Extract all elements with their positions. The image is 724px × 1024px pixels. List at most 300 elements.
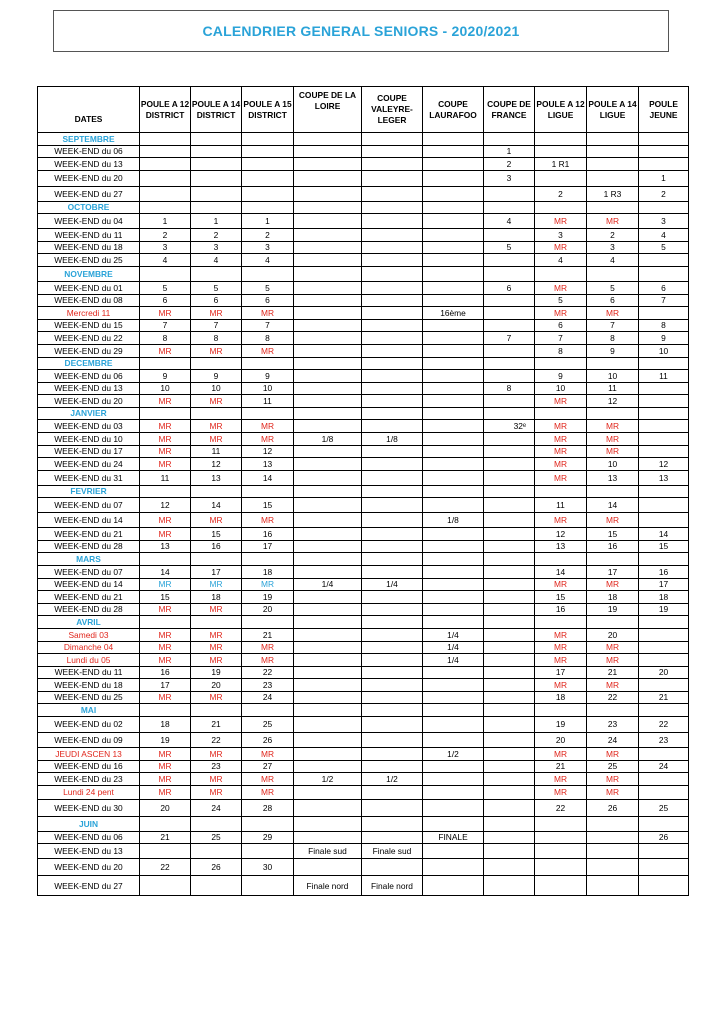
- header-row: [38, 87, 689, 133]
- column-header: COUPE VALEYRE-LEGER: [362, 87, 423, 133]
- table-row: [38, 603, 689, 616]
- table-cell: [362, 733, 423, 748]
- table-cell: [484, 407, 535, 420]
- table-cell: [294, 420, 362, 433]
- table-cell: [362, 420, 423, 433]
- table-cell: [484, 553, 535, 566]
- table-cell: 1/2: [423, 748, 484, 761]
- table-row: [38, 214, 689, 229]
- table-cell: 10: [639, 344, 689, 357]
- table-cell: 11: [639, 370, 689, 383]
- table-cell: [535, 357, 587, 370]
- table-cell: 26: [191, 859, 242, 876]
- table-cell: [140, 844, 191, 859]
- table-cell: 4: [587, 254, 639, 267]
- month-row: [38, 485, 689, 498]
- table-cell: [294, 170, 362, 186]
- table-cell: [423, 294, 484, 307]
- table-cell: 6: [484, 281, 535, 294]
- table-cell: [535, 553, 587, 566]
- table-cell: MR: [587, 785, 639, 799]
- table-cell: [587, 145, 639, 158]
- column-header: COUPE DE LA LOIRE: [294, 87, 362, 133]
- table-cell: MR: [587, 214, 639, 229]
- date-cell: WEEK-END du 11: [38, 666, 140, 679]
- table-cell: 3: [140, 241, 191, 254]
- table-cell: [484, 717, 535, 733]
- table-cell: MR: [535, 458, 587, 471]
- table-cell: [140, 553, 191, 566]
- date-cell: Samedi 03: [38, 628, 140, 641]
- table-row: [38, 254, 689, 267]
- table-cell: [191, 844, 242, 859]
- table-row: [38, 666, 689, 679]
- table-row: [38, 458, 689, 471]
- month-label: SEPTEMBRE: [38, 133, 140, 146]
- table-cell: [423, 382, 484, 395]
- table-cell: 18: [191, 591, 242, 604]
- table-cell: [362, 760, 423, 773]
- table-cell: [294, 229, 362, 242]
- table-cell: MR: [535, 445, 587, 458]
- table-cell: [639, 485, 689, 498]
- table-cell: [362, 717, 423, 733]
- column-header: POULE A 12 DISTRICT: [140, 87, 191, 133]
- table-cell: [362, 799, 423, 816]
- table-cell: 22: [242, 666, 294, 679]
- table-cell: MR: [140, 420, 191, 433]
- table-cell: MR: [140, 748, 191, 761]
- table-cell: [484, 458, 535, 471]
- table-cell: [362, 158, 423, 171]
- table-cell: 22: [587, 691, 639, 704]
- table-cell: MR: [535, 654, 587, 667]
- table-cell: [294, 859, 362, 876]
- table-cell: [294, 382, 362, 395]
- table-cell: 24: [587, 733, 639, 748]
- table-cell: [362, 201, 423, 214]
- date-cell: WEEK-END du 07: [38, 498, 140, 513]
- month-label: OCTOBRE: [38, 201, 140, 214]
- table-cell: 15: [639, 540, 689, 553]
- table-cell: [423, 717, 484, 733]
- table-cell: 6: [535, 319, 587, 332]
- table-cell: MR: [191, 748, 242, 761]
- table-cell: [294, 294, 362, 307]
- table-cell: [423, 799, 484, 816]
- table-cell: [484, 294, 535, 307]
- table-cell: [484, 760, 535, 773]
- table-cell: [362, 145, 423, 158]
- table-cell: MR: [535, 513, 587, 528]
- table-cell: MR: [587, 420, 639, 433]
- table-row: [38, 170, 689, 186]
- table-cell: 17: [242, 540, 294, 553]
- table-cell: [484, 344, 535, 357]
- table-cell: 16: [140, 666, 191, 679]
- table-cell: 7: [140, 319, 191, 332]
- table-cell: Finale nord: [362, 876, 423, 896]
- table-cell: 5: [242, 281, 294, 294]
- table-cell: [639, 145, 689, 158]
- table-cell: [294, 201, 362, 214]
- table-row: [38, 591, 689, 604]
- table-cell: [484, 540, 535, 553]
- column-header: POULE JEUNE: [639, 87, 689, 133]
- table-cell: 15: [242, 498, 294, 513]
- table-cell: [362, 513, 423, 528]
- table-cell: [362, 170, 423, 186]
- table-cell: [294, 628, 362, 641]
- table-cell: MR: [140, 654, 191, 667]
- table-cell: [535, 133, 587, 146]
- table-cell: [484, 654, 535, 667]
- table-cell: [294, 748, 362, 761]
- table-cell: [423, 844, 484, 859]
- month-row: [38, 267, 689, 282]
- table-cell: [242, 133, 294, 146]
- table-cell: [294, 470, 362, 485]
- table-cell: MR: [242, 307, 294, 320]
- table-cell: [484, 785, 535, 799]
- table-cell: 17: [535, 666, 587, 679]
- table-cell: 3: [191, 241, 242, 254]
- table-cell: [294, 733, 362, 748]
- table-cell: 1/2: [362, 773, 423, 786]
- table-cell: [294, 281, 362, 294]
- table-cell: [639, 844, 689, 859]
- table-cell: 21: [242, 628, 294, 641]
- table-cell: MR: [535, 395, 587, 408]
- table-cell: MR: [140, 307, 191, 320]
- table-cell: [423, 691, 484, 704]
- table-cell: MR: [535, 785, 587, 799]
- table-cell: 8: [484, 382, 535, 395]
- table-cell: MR: [535, 628, 587, 641]
- table-cell: MR: [587, 773, 639, 786]
- table-cell: Finale sud: [362, 844, 423, 859]
- table-cell: [484, 470, 535, 485]
- table-cell: [423, 498, 484, 513]
- table-cell: [294, 528, 362, 541]
- table-cell: [362, 831, 423, 844]
- date-cell: WEEK-END du 25: [38, 691, 140, 704]
- column-header: POULE A 15 DISTRICT: [242, 87, 294, 133]
- table-cell: [484, 395, 535, 408]
- table-cell: 5: [587, 281, 639, 294]
- table-cell: [423, 760, 484, 773]
- table-cell: [294, 133, 362, 146]
- table-cell: 19: [535, 717, 587, 733]
- table-cell: [423, 816, 484, 831]
- table-cell: [423, 420, 484, 433]
- table-cell: MR: [535, 470, 587, 485]
- table-row: [38, 859, 689, 876]
- table-cell: [484, 616, 535, 629]
- table-cell: MR: [242, 641, 294, 654]
- table-cell: 15: [191, 528, 242, 541]
- table-cell: 32ᵉ: [484, 420, 535, 433]
- table-cell: MR: [242, 420, 294, 433]
- table-cell: [242, 145, 294, 158]
- table-cell: 2: [242, 229, 294, 242]
- date-cell: WEEK-END du 31: [38, 470, 140, 485]
- table-cell: 1/8: [423, 513, 484, 528]
- table-cell: [587, 844, 639, 859]
- table-cell: [484, 370, 535, 383]
- table-cell: MR: [242, 578, 294, 591]
- table-cell: [535, 844, 587, 859]
- table-cell: [423, 578, 484, 591]
- table-cell: [423, 485, 484, 498]
- table-cell: MR: [535, 748, 587, 761]
- table-cell: 23: [639, 733, 689, 748]
- table-cell: 8: [242, 332, 294, 345]
- table-row: [38, 158, 689, 171]
- table-cell: 3: [639, 214, 689, 229]
- date-cell: Lundi 24 pent: [38, 785, 140, 799]
- table-cell: [423, 433, 484, 446]
- table-cell: [484, 628, 535, 641]
- table-cell: 21: [140, 831, 191, 844]
- date-cell: WEEK-END du 15: [38, 319, 140, 332]
- table-cell: [587, 704, 639, 717]
- table-cell: [484, 565, 535, 578]
- table-cell: 19: [140, 733, 191, 748]
- table-row: [38, 733, 689, 748]
- table-cell: [587, 816, 639, 831]
- table-cell: 20: [535, 733, 587, 748]
- table-cell: [362, 357, 423, 370]
- table-cell: [362, 691, 423, 704]
- table-cell: MR: [140, 513, 191, 528]
- table-cell: MR: [140, 528, 191, 541]
- table-cell: [242, 704, 294, 717]
- table-cell: 12: [191, 458, 242, 471]
- table-cell: 5: [191, 281, 242, 294]
- table-row: [38, 241, 689, 254]
- table-cell: 3: [535, 229, 587, 242]
- table-cell: 7: [535, 332, 587, 345]
- table-cell: [484, 229, 535, 242]
- table-cell: [362, 859, 423, 876]
- table-cell: [484, 666, 535, 679]
- table-cell: 3: [587, 241, 639, 254]
- table-cell: 17: [639, 578, 689, 591]
- table-cell: [423, 267, 484, 282]
- table-cell: [484, 603, 535, 616]
- table-cell: [191, 357, 242, 370]
- table-row: [38, 433, 689, 446]
- table-cell: [140, 357, 191, 370]
- table-row: [38, 319, 689, 332]
- month-label: AVRIL: [38, 616, 140, 629]
- table-cell: [191, 553, 242, 566]
- table-cell: MR: [242, 433, 294, 446]
- table-cell: [423, 186, 484, 201]
- table-cell: [294, 407, 362, 420]
- table-cell: MR: [140, 445, 191, 458]
- table-cell: 25: [242, 717, 294, 733]
- table-cell: 24: [242, 691, 294, 704]
- table-cell: 4: [535, 254, 587, 267]
- table-cell: [362, 565, 423, 578]
- table-cell: 5: [484, 241, 535, 254]
- table-cell: 3: [484, 170, 535, 186]
- table-cell: 20: [242, 603, 294, 616]
- table-row: [38, 445, 689, 458]
- table-cell: 18: [242, 565, 294, 578]
- table-cell: 8: [535, 344, 587, 357]
- date-cell: WEEK-END du 27: [38, 186, 140, 201]
- table-cell: [140, 876, 191, 896]
- table-row: [38, 145, 689, 158]
- table-cell: 11: [191, 445, 242, 458]
- table-cell: [294, 458, 362, 471]
- table-cell: MR: [191, 344, 242, 357]
- table-cell: [294, 332, 362, 345]
- table-cell: MR: [191, 773, 242, 786]
- table-cell: MR: [587, 748, 639, 761]
- table-cell: [423, 281, 484, 294]
- table-cell: 16ème: [423, 307, 484, 320]
- table-cell: [423, 591, 484, 604]
- table-cell: [191, 616, 242, 629]
- table-cell: 1/8: [294, 433, 362, 446]
- table-cell: 17: [191, 565, 242, 578]
- table-row: [38, 344, 689, 357]
- table-cell: 7: [639, 294, 689, 307]
- column-header: POULE A 14 LIGUE: [587, 87, 639, 133]
- date-cell: JEUDI ASCEN 13: [38, 748, 140, 761]
- date-cell: WEEK-END du 13: [38, 382, 140, 395]
- month-label: JUIN: [38, 816, 140, 831]
- table-cell: [535, 816, 587, 831]
- table-cell: 26: [587, 799, 639, 816]
- date-cell: WEEK-END du 03: [38, 420, 140, 433]
- date-cell: WEEK-END du 30: [38, 799, 140, 816]
- schedule-table: [37, 86, 689, 896]
- table-cell: [423, 458, 484, 471]
- table-cell: [587, 201, 639, 214]
- table-cell: [639, 876, 689, 896]
- table-cell: 1: [140, 214, 191, 229]
- date-cell: WEEK-END du 27: [38, 876, 140, 896]
- table-cell: [587, 859, 639, 876]
- table-cell: 10: [191, 382, 242, 395]
- table-cell: MR: [191, 395, 242, 408]
- table-cell: MR: [191, 513, 242, 528]
- table-cell: 20: [587, 628, 639, 641]
- table-cell: 19: [191, 666, 242, 679]
- table-cell: [484, 254, 535, 267]
- table-row: [38, 382, 689, 395]
- table-cell: [423, 773, 484, 786]
- table-cell: MR: [587, 641, 639, 654]
- table-cell: 12: [587, 395, 639, 408]
- table-cell: [191, 876, 242, 896]
- table-cell: [423, 603, 484, 616]
- table-cell: 12: [535, 528, 587, 541]
- table-cell: 12: [242, 445, 294, 458]
- table-cell: [242, 267, 294, 282]
- date-cell: WEEK-END du 23: [38, 773, 140, 786]
- table-row: [38, 528, 689, 541]
- table-cell: MR: [535, 241, 587, 254]
- table-cell: [362, 679, 423, 692]
- table-cell: [362, 528, 423, 541]
- table-cell: [362, 628, 423, 641]
- table-cell: [587, 170, 639, 186]
- month-label: MAI: [38, 704, 140, 717]
- table-cell: [242, 357, 294, 370]
- table-cell: MR: [587, 578, 639, 591]
- table-cell: [587, 876, 639, 896]
- table-cell: 1: [191, 214, 242, 229]
- table-cell: [294, 704, 362, 717]
- table-cell: [639, 704, 689, 717]
- table-cell: [535, 407, 587, 420]
- table-cell: [423, 201, 484, 214]
- table-cell: Finale sud: [294, 844, 362, 859]
- table-cell: [639, 616, 689, 629]
- table-cell: [423, 241, 484, 254]
- table-cell: 1: [242, 214, 294, 229]
- table-cell: [294, 816, 362, 831]
- table-cell: [191, 267, 242, 282]
- table-cell: 6: [140, 294, 191, 307]
- table-row: [38, 691, 689, 704]
- table-row: [38, 229, 689, 242]
- date-cell: Mercredi 11: [38, 307, 140, 320]
- table-cell: 7: [587, 319, 639, 332]
- table-cell: 8: [140, 332, 191, 345]
- table-cell: [362, 603, 423, 616]
- date-cell: WEEK-END du 06: [38, 145, 140, 158]
- date-cell: Dimanche 04: [38, 641, 140, 654]
- table-cell: 13: [191, 470, 242, 485]
- table-cell: [362, 294, 423, 307]
- table-cell: [362, 186, 423, 201]
- table-cell: [423, 528, 484, 541]
- table-cell: 4: [191, 254, 242, 267]
- table-cell: [587, 267, 639, 282]
- table-cell: [423, 565, 484, 578]
- table-cell: [294, 691, 362, 704]
- table-row: [38, 578, 689, 591]
- month-row: [38, 357, 689, 370]
- table-cell: 10: [587, 370, 639, 383]
- table-cell: [362, 344, 423, 357]
- table-cell: [362, 616, 423, 629]
- table-row: [38, 513, 689, 528]
- table-row: [38, 470, 689, 485]
- table-cell: 26: [242, 733, 294, 748]
- table-cell: [294, 616, 362, 629]
- table-cell: [140, 485, 191, 498]
- table-cell: [639, 748, 689, 761]
- table-cell: 10: [535, 382, 587, 395]
- table-cell: 13: [587, 470, 639, 485]
- table-cell: [639, 679, 689, 692]
- table-cell: [191, 704, 242, 717]
- table-cell: 10: [242, 382, 294, 395]
- table-cell: 16: [242, 528, 294, 541]
- table-cell: [140, 170, 191, 186]
- table-cell: 9: [535, 370, 587, 383]
- table-cell: [294, 831, 362, 844]
- table-row: [38, 370, 689, 383]
